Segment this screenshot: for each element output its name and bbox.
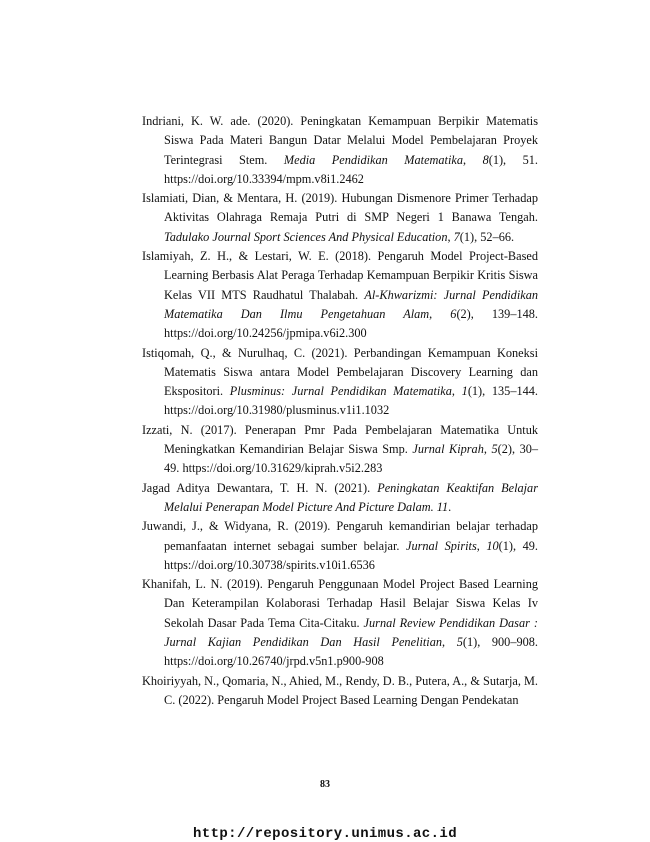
reference-entry (142, 112, 538, 189)
reference-entry (142, 421, 538, 479)
reference-text: Khanifah, L. N. (2019). Pengaruh Penggunaan Model Project Based Learning Dan Keterampilan Kolaborasi Terhadap Hasil Belajar Siswa Kelas Iv Sekolah Dasar Pada Tema Cita-Citaku. (142, 577, 538, 630)
reference-text: (2), 139–148. https://doi.org/10.24256/jpmipa.v6i2.300 (164, 306, 538, 341)
reference-text: , (451, 384, 462, 399)
reference-entry (142, 344, 538, 421)
reference-text: Indriani, K. W. ade. (2020). Peningkatan Kemampuan Berpikir Matematis Siswa Pada Materi Bangun Datar Melalui Model Pembelajaran Proyek Terintegrasi Stem. (142, 114, 538, 167)
reference-text: (1), 900–908. https://doi.org/10.26740/jrpd.v5n1.p900-908 (164, 635, 538, 669)
reference-text: Izzati, N. (2017). Penerapan Pmr Pada Pembelajaran Matematika Untuk Meningkatkan Kemandirian Belajar Siswa Smp. (142, 422, 538, 457)
volume: 7 (453, 229, 460, 244)
reference-entry (142, 189, 538, 247)
reference-text: (1), 51. https://doi.org/10.33394/mpm.v8i1.2462 (164, 152, 538, 186)
reference-text: (2), 30–49. https://doi.org/10.31629/kiprah.v5i2.283 (164, 442, 539, 476)
journal-name: Jurnal Review Pendidikan Dasar : Jurnal Kajian Pendidikan Dan Hasil Penelitian (164, 615, 538, 650)
reference-entry (142, 517, 538, 575)
reference-text: . (448, 499, 452, 514)
journal-name: Tadulako Journal Sport Sciences And Physical Education (164, 229, 448, 244)
reference-text: Istiqomah, Q., & Nurulhaq, C. (2021). Perbandingan Kemampuan Koneksi Matematis Siswa antara Model Pembelajaran Discovery Learning dan Ekspositori. (142, 345, 538, 399)
reference-text: Islamiyah, Z. H., & Lestari, W. E. (2018). Pengaruh Model Project-Based Learning Berbasis Alat Peraga Terhadap Kemampuan Berpikir Kritis Siswa Kelas VII MTS Raudhatul Thalabah. (142, 249, 538, 302)
volume: 6 (450, 306, 457, 321)
volume: 5 (456, 635, 463, 650)
reference-entry (142, 672, 538, 711)
reference-text: , (463, 152, 483, 167)
volume: 8 (482, 152, 489, 167)
footer-url[interactable]: http://repository.unimus.ac.id (192, 826, 458, 842)
reference-text: , (447, 229, 454, 244)
reference-entry (142, 575, 538, 671)
volume: 10 (486, 538, 499, 553)
page-number: 83 (320, 779, 330, 790)
reference-text: (1), 52–66. (459, 229, 515, 244)
reference-text: (1), 49. https://doi.org/10.30738/spirits.v10i1.6536 (164, 538, 538, 572)
journal-name: Media Pendidikan Matematika (283, 152, 463, 167)
reference-text: , (476, 538, 487, 553)
reference-text: Juwandi, J., & Widyana, R. (2019). Pengaruh kemandirian belajar terhadap pemanfaatan internet sebagai sumber belajar. (142, 519, 538, 553)
journal-name: Jurnal Spirits (405, 538, 477, 553)
journal-name: Plusminus: Jurnal Pendidikan Matematika (229, 384, 452, 399)
volume: 1 (461, 384, 468, 399)
volume: 5 (491, 442, 498, 457)
journal-name: Jurnal Kiprah (412, 442, 484, 457)
reference-text: , (429, 306, 451, 321)
reference-text: , (442, 635, 457, 650)
reference-entry (142, 247, 538, 343)
reference-list (142, 112, 538, 710)
reference-text: Jagad Aditya Dewantara, T. H. N. (2021). (142, 480, 378, 495)
reference-text: Khoiriyyah, N., Qomaria, N., Ahied, M., Rendy, D. B., Putera, A., & Sutarja, M. C. (2022). Pengaruh Model Project Based Learning Dengan Pendekatan (142, 673, 538, 707)
reference-text: (1), 135–144. https://doi.org/10.31980/plusminus.v1i1.1032 (164, 384, 538, 418)
reference-text: Islamiati, Dian, & Mentara, H. (2019). Hubungan Dismenore Primer Terhadap Aktivitas Olahraga Remaja Putri di SMP Negeri 1 Banawa Tengah. (142, 191, 538, 225)
reference-entry (142, 479, 538, 518)
reference-text: , (483, 442, 492, 457)
journal-name: Al-Khwarizmi: Jurnal Pendidikan Matematika Dan Ilmu Pengetahuan Alam (164, 287, 538, 321)
title-italic: Peningkatan Keaktifan Belajar Melalui Penerapan Model Picture And Picture Dalam. 11 (164, 480, 538, 514)
